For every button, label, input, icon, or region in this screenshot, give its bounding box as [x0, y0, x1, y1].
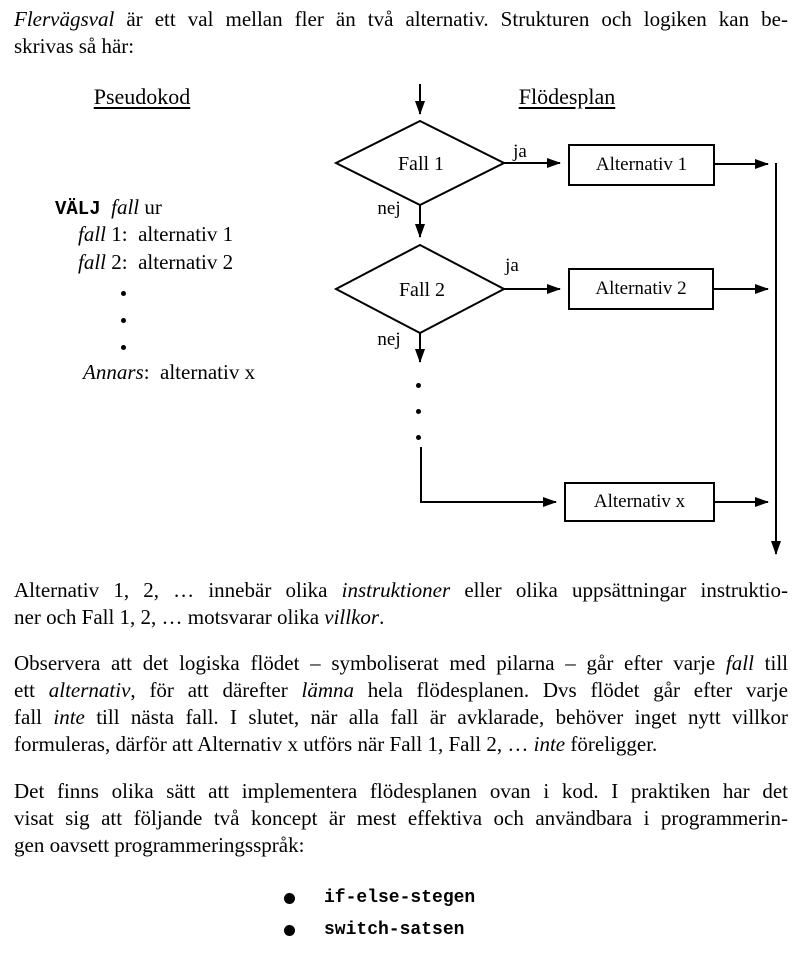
bullet-item-if-else: if-else-stegen — [324, 888, 476, 908]
paragraph-det-finns — [14, 778, 788, 859]
box-alternativ-x — [564, 482, 715, 522]
flowchart-ellipsis-dots — [416, 383, 421, 461]
nej-branch-label-2: nej — [377, 329, 401, 350]
text-line: Det finns olika sätt att implementera flödesplanen ovan i kod. I praktiken har det — [14, 779, 788, 803]
nej-branch-label-1: nej — [377, 198, 401, 219]
box-alternativ-x-label: Alternativ x — [593, 491, 686, 512]
text-line: ett alternativ, för att därefter lämna hela flödesplanen. Dvs flödet går efter varje — [14, 678, 788, 702]
flodesplan-heading: Flödesplan — [518, 84, 616, 109]
pseudocode-line-valj: VÄLJ fall ur — [55, 195, 162, 220]
ja-branch-label-1: ja — [513, 141, 527, 162]
ellipsis-dot — [416, 409, 421, 414]
paragraph-observera — [14, 650, 788, 758]
text-line: gen oavsett programmeringsspråk: — [14, 833, 305, 857]
pseudokod-heading: Pseudokod — [93, 84, 191, 109]
bullet-icon — [284, 893, 295, 904]
bullet-item-switch: switch-satsen — [324, 920, 465, 940]
bullet-icon — [284, 925, 295, 936]
text-line: ner och Fall 1, 2, … motsvarar olika villkor. — [14, 605, 385, 629]
pseudocode-line-annars: Annars: alternativ x — [83, 360, 256, 384]
text-line: formuleras, därför att Alternativ x utförs när Fall 1, Fall 2, … inte föreligger. — [14, 732, 658, 756]
pseudocode-line-fall1: fall 1: alternativ 1 — [78, 222, 234, 246]
text-line: visat sig att följande två koncept är mest effektiva och användbara i programmerin- — [14, 806, 788, 830]
decision-fall-1-label: Fall 1 — [397, 153, 445, 175]
paragraph-alternativ — [14, 577, 788, 631]
box-alternativ-2 — [568, 268, 714, 310]
box-alternativ-1 — [568, 144, 715, 186]
text-line: Flervägsval är ett val mellan fler än två alternativ. Strukturen och logiken kan be- — [14, 7, 788, 31]
text-line: Alternativ 1, 2, … innebär olika instruktioner eller olika uppsättningar instruktio- — [14, 578, 788, 602]
decision-fall-2-label: Fall 2 — [398, 279, 446, 301]
ellipsis-dot — [416, 383, 421, 388]
ellipsis-dot — [416, 435, 421, 440]
text-line: fall inte till nästa fall. I slutet, när alla fall är avklarade, behöver inget nytt villkor — [14, 705, 789, 729]
text-line: skrivas så här: — [14, 34, 135, 58]
ja-branch-label-2: ja — [505, 255, 519, 276]
pseudocode-line-fall2: fall 2: alternativ 2 — [78, 250, 234, 274]
box-alternativ-1-label: Alternativ 1 — [595, 154, 688, 175]
box-alternativ-2-label: Alternativ 2 — [595, 278, 687, 299]
text-line: Observera att det logiska flödet – symboliserat med pilarna – går efter varje fall till — [14, 651, 788, 675]
